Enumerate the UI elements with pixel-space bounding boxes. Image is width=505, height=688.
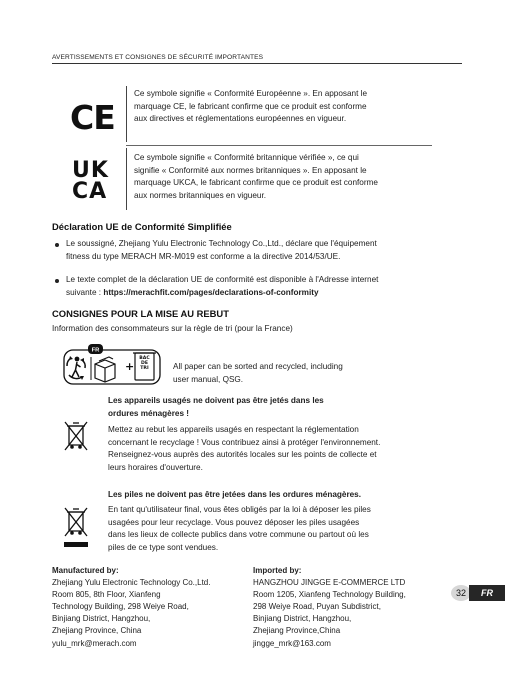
- battery-line: usagées pour leur recyclage. Vous pouvez déposer les piles usagées: [108, 517, 360, 527]
- appliance-instructions: [108, 424, 380, 474]
- ukca-description: [134, 152, 378, 202]
- manufacturer-title: Manufactured by:: [52, 566, 119, 575]
- importer-block: [253, 565, 406, 650]
- triman-badge: FR: [91, 347, 100, 354]
- crossed-bin-icon: [63, 420, 89, 452]
- page-number: 32: [455, 588, 466, 598]
- ce-line: marquage CE, le fabricant confirme que ce produit est conforme: [134, 101, 367, 111]
- importer-line: Room 1205, Xianfeng Technology Building,: [253, 590, 406, 600]
- crossed-bin-battery-icon: [63, 506, 89, 550]
- declaration-bullet-2: [66, 274, 378, 299]
- manufacturer-block: [52, 565, 210, 650]
- ukca-mark-logo: [72, 160, 109, 202]
- recycling-title: CONSIGNES POUR LA MISE AU REBUT: [52, 308, 229, 319]
- manufacturer-line: Technology Building, 298 Weiye Road,: [52, 602, 189, 612]
- declaration-link-line: [66, 287, 378, 300]
- importer-line: 298 Weiye Road, Puyan Subdistrict,: [253, 602, 381, 612]
- recycling-subtitle: Information des consommateurs sur la règle de tri (pour la France): [52, 324, 293, 333]
- importer-line: Zhejiang Province,China: [253, 626, 341, 636]
- ukca-line: aux normes britanniques en vigueur.: [134, 190, 266, 200]
- declaration-line: Le soussigné, Zhejiang Yulu Electronic Technology Co.,Ltd., déclare que l'équipement: [66, 239, 377, 248]
- ce-divider: [126, 86, 127, 142]
- battery-instructions: [108, 504, 371, 554]
- paper-line: All paper can be sorted and recycled, including: [173, 362, 343, 371]
- ce-ukca-separator: [126, 145, 432, 146]
- ukca-logo-bottom: CA: [72, 179, 108, 204]
- battery-line: piles de ce type sont vendues.: [108, 542, 219, 552]
- importer-email[interactable]: jingge_mrk@163.com: [253, 638, 331, 648]
- appliance-warning-title: [108, 395, 324, 420]
- declaration-bullet-1: [66, 238, 377, 263]
- bac-label-line: TRI: [140, 366, 149, 372]
- manufacturer-line: Binjiang District, Hangzhou,: [52, 614, 151, 624]
- paper-recycling-text: [173, 361, 343, 386]
- ukca-line: Ce symbole signifie « Conformité britannique vérifiée », ce qui: [134, 153, 359, 162]
- appliance-line: Mettez au rebut les appareils usagés en respectant la réglementation: [108, 425, 359, 434]
- ukca-divider: [126, 148, 127, 210]
- triman-logo: [63, 344, 163, 386]
- importer-line: Binjiang District, Hangzhou,: [253, 614, 352, 624]
- manufacturer-line: Room 805, 8th Floor, Xianfeng: [52, 590, 161, 600]
- ukca-line: signifie « Conformité aux normes britanniques ». En apposant le: [134, 165, 367, 175]
- importer-line: HANGZHOU JINGGE E-COMMERCE LTD: [253, 578, 406, 588]
- battery-line: dans les lieux de collecte publics dans votre commune ou partout où les: [108, 530, 369, 540]
- bac-de-tri-label: [137, 356, 152, 372]
- appliance-title-line: Les appareils usagés ne doivent pas être jetés dans les: [108, 396, 324, 405]
- declaration-line: fitness du type MERACH MR-M019 est conforme a la directive 2014/53/UE.: [66, 251, 341, 261]
- appliance-line: leurs horaires d'ouverture.: [108, 462, 203, 472]
- bullet-dot: [55, 243, 59, 247]
- manufacturer-line: Zhejiang Province, China: [52, 626, 142, 636]
- header-rule: [52, 63, 462, 64]
- paper-line: user manual, QSG.: [173, 374, 244, 384]
- declaration-url-link[interactable]: https://merachfit.com/pages/declarations-of-conformity: [103, 287, 319, 297]
- bac-label-line: BAC: [139, 356, 150, 361]
- appliance-line: concernant le recyclage ! Vous contribuez ainsi à protéger l'environnement.: [108, 437, 381, 447]
- manufacturer-line: Zhejiang Yulu Electronic Technology Co.,Ltd.: [52, 578, 211, 588]
- appliance-line: Renseignez-vous auprès des autorités locales sur les points de collecte et: [108, 450, 377, 460]
- manufacturer-email[interactable]: yulu_mrk@merach.com: [52, 638, 137, 648]
- language-tab: [469, 585, 505, 601]
- ce-line: Ce symbole signifie « Conformité Européenne ». En apposant le: [134, 89, 368, 98]
- language-tab-label: FR: [481, 588, 493, 598]
- declaration-line: Le texte complet de la déclaration UE de conformité est disponible à l'Adresse internet: [66, 275, 379, 284]
- ce-mark-logo: CE: [70, 98, 115, 137]
- battery-line: En tant qu'utilisateur final, vous êtes obligés par la loi à déposer les piles: [108, 505, 371, 514]
- importer-title: Imported by:: [253, 566, 302, 575]
- link-prefix: suivante :: [66, 287, 104, 297]
- ce-line: aux directives et réglementations européennes en vigueur.: [134, 114, 347, 124]
- bullet-dot: [55, 279, 59, 283]
- battery-warning-title: Les piles ne doivent pas être jetées dans les ordures ménagères.: [108, 490, 362, 499]
- section-header: AVERTISSEMENTS ET CONSIGNES DE SÉCURITÉ IMPORTANTES: [52, 54, 264, 61]
- ukca-logo-top: UK: [72, 158, 109, 183]
- ce-description: [134, 88, 367, 126]
- ukca-line: marquage UKCA, le fabricant confirme que ce produit est conforme: [134, 178, 378, 188]
- appliance-title-line: ordures ménagères !: [108, 408, 189, 418]
- bac-label-line: DE: [141, 361, 148, 367]
- svg-text:+: +: [125, 360, 135, 373]
- declaration-title: Déclaration UE de Conformité Simplifiée: [52, 221, 232, 232]
